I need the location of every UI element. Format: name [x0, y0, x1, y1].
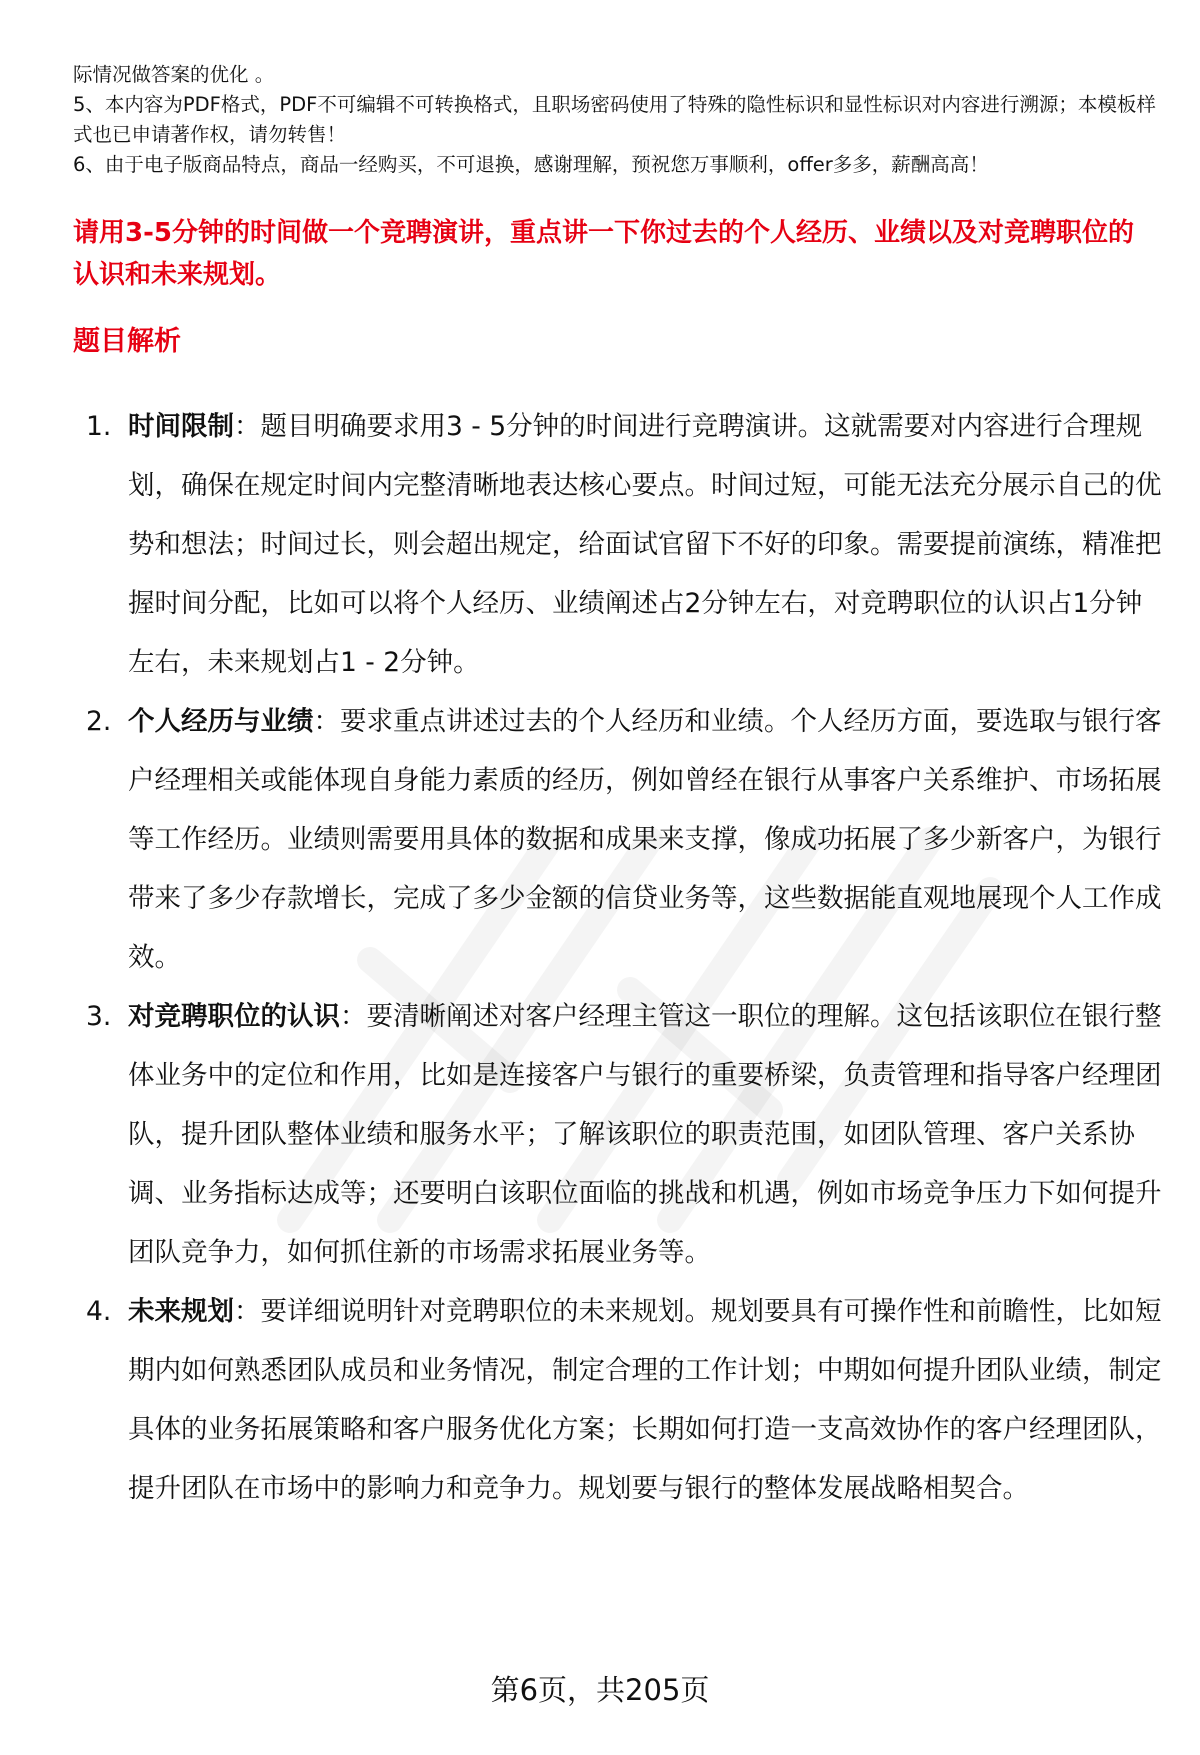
section-title: 题目解析 — [73, 326, 181, 357]
item-term: 个人经历与业绩 — [128, 706, 314, 737]
page-number: 第6页，共205页 — [490, 1673, 710, 1707]
item-number: 3. — [86, 1001, 112, 1032]
item-text: ：题目明确要求用3 - 5分钟的时间进行竞聘演讲。这就需要对内容进行合理规划，确保在规定时间内完整清晰地表达核心要点。时间过短，可能无法充分展示自己的优势和想法；时间过长，则会超出规定，给面试官留下不好的印象。需要提前演练，精准把握时间分配，比如可以将个人经历、业绩阐述占2分钟左右，对竞聘职位的认识占1分钟左右，未来规划占1 - 2分钟。 — [128, 411, 1162, 678]
analysis-item — [73, 987, 1163, 1282]
analysis-item — [73, 1282, 1163, 1518]
item-number: 1. — [86, 411, 112, 442]
item-text: ：要清晰阐述对客户经理主管这一职位的理解。这包括该职位在银行整体业务中的定位和作用，比如是连接客户与银行的重要桥梁，负责管理和指导客户经理团队，提升团队整体业绩和服务水平；了解该职位的职责范围，如团队管理、客户关系协调、业务指标达成等；还要明白该职位面临的挑战和机遇，例如市场竞争压力下如何提升团队竞争力，如何抓住新的市场需求拓展业务等。 — [128, 1001, 1162, 1268]
analysis-item — [73, 397, 1163, 692]
item-term: 对竞聘职位的认识 — [128, 1001, 340, 1032]
item-number: 2. — [86, 706, 112, 737]
intro-line: 5、本内容为PDF格式，PDF不可编辑不可转换格式，且职场密码使用了特殊的隐性标识和显性标识对内容进行溯源；本模板样式也已申请著作权，请勿转售！ — [73, 93, 1156, 146]
intro-notes — [73, 60, 1163, 180]
intro-line: 6、由于电子版商品特点，商品一经购买，不可退换，感谢理解，预祝您万事顺利，offer多多，薪酬高高！ — [73, 153, 989, 176]
item-number: 4. — [86, 1296, 112, 1327]
item-term: 时间限制 — [128, 411, 234, 442]
analysis-list — [73, 397, 1163, 1518]
item-text: ：要求重点讲述过去的个人经历和业绩。个人经历方面，要选取与银行客户经理相关或能体现自身能力素质的经历，例如曾经在银行从事客户关系维护、市场拓展等工作经历。业绩则需要用具体的数据和成果来支撑，像成功拓展了多少新客户，为银行带来了多少存款增长，完成了多少金额的信贷业务等，这些数据能直观地展现个人工作成效。 — [128, 706, 1162, 973]
intro-line: 际情况做答案的优化 。 — [73, 63, 275, 86]
item-text: ：要详细说明针对竞聘职位的未来规划。规划要具有可操作性和前瞻性，比如短期内如何熟悉团队成员和业务情况，制定合理的工作计划；中期如何提升团队业绩，制定具体的业务拓展策略和客户服务优化方案；长期如何打造一支高效协作的客户经理团队，提升团队在市场中的影响力和竞争力。规划要与银行的整体发展战略相契合。 — [128, 1296, 1162, 1504]
item-term: 未来规划 — [128, 1296, 234, 1327]
analysis-item — [73, 692, 1163, 987]
question-heading: 请用3-5分钟的时间做一个竞聘演讲，重点讲一下你过去的个人经历、业绩以及对竞聘职位的认识和未来规划。 — [73, 218, 1134, 290]
